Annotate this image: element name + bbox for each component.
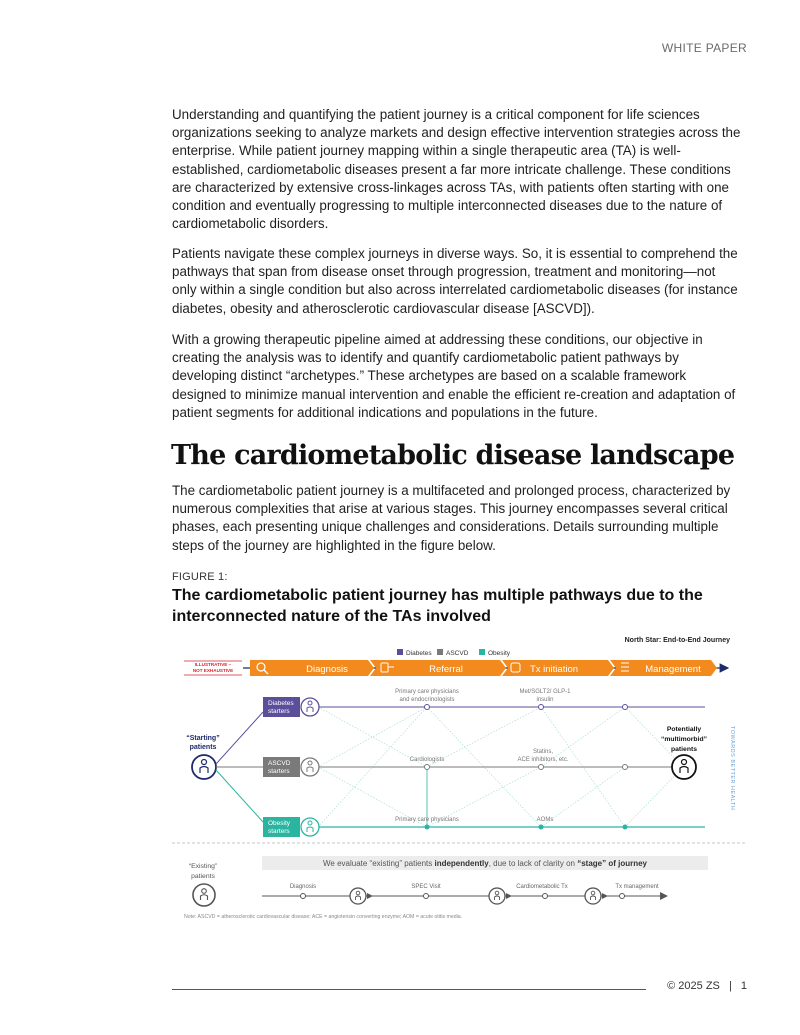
legend xyxy=(397,649,511,657)
existing-patients-label: “Existing” xyxy=(188,863,218,870)
svg-text:Referral: Referral xyxy=(429,664,463,675)
svg-text:NOT EXHAUSTIVE: NOT EXHAUSTIVE xyxy=(192,668,234,673)
svg-text:SPEC Visit: SPEC Visit xyxy=(411,884,441,890)
figure-title: The cardiometabolic patient journey has multiple pathways due to the interconnected nature of the TAs involved xyxy=(172,587,703,625)
legend-swatch-ascvd xyxy=(437,649,443,655)
legend-obesity: Obesity xyxy=(488,650,511,657)
starting-patient-icon xyxy=(192,755,216,779)
figure-note: Note: ASCVD = atherosclerotic cardiovascular disease; ACE = angiotensin converting enzyme; AOM = acute otitis media. xyxy=(184,914,463,920)
legend-ascvd: ASCVD xyxy=(446,650,469,657)
starting-patients-label-2: patients xyxy=(189,744,217,751)
svg-text:“multimorbid”: “multimorbid” xyxy=(660,736,708,743)
svg-text:Met/SGLT2/ GLP-1: Met/SGLT2/ GLP-1 xyxy=(519,689,571,695)
intro-paragraph-2: Patients navigate these complex journeys in diverse ways. So, it is essential to comprehend the pathways that span from disease onset through progression, treatment and monitoring—not only within a single condition but also across interrelated cardiometabolic diseases (for instance diabetes, obesity and atherosclerotic cardiovascular disease [ASCVD]). xyxy=(172,246,738,316)
starting-patients-label: “Starting” xyxy=(186,735,220,742)
svg-text:AOMs: AOMs xyxy=(536,817,554,823)
evaluate-banner-text: We evaluate “existing” patients independently, due to lack of clarity on “stage” of journey xyxy=(323,859,647,868)
footer-rule xyxy=(172,989,646,990)
existing-patients-label-2: patients xyxy=(191,873,215,880)
svg-text:starters: starters xyxy=(268,828,290,835)
legend-diabetes: Diabetes xyxy=(406,650,432,657)
svg-text:Diagnosis: Diagnosis xyxy=(289,884,317,890)
svg-text:Diagnosis: Diagnosis xyxy=(306,664,348,675)
obesity-starters xyxy=(263,817,319,837)
intro-paragraph-1: Understanding and quantifying the patient journey is a critical component for life sciences organizations seeking to analyze markets and design effective intervention strategies across the enterprise. While patient journey mapping within a single therapeutic area (TA) is well-established, cardiometabolic diseases present a far more intricate challenge. These conditions are characterized by extensive cross-linkages across TAs, with patients often starting with one condition and eventually progressing to multiple interconnected diseases due to the nature of cardiometabolic disorders. xyxy=(172,107,741,232)
svg-text:ACE inhibitors, etc.: ACE inhibitors, etc. xyxy=(517,757,569,763)
svg-text:Primary care physicians: Primary care physicians xyxy=(395,689,459,695)
north-star-label: North Star: End-to-End Journey xyxy=(624,637,730,644)
svg-text:ASCVD: ASCVD xyxy=(268,760,291,767)
intro-paragraph-3: With a growing therapeutic pipeline aimed at addressing these conditions, our objective in creating the analysis was to identify and quantify cardiometabolic patient pathways by developing distinct “archetypes.” These archetypes are based on a scalable framework designed to minimize manual intervention and enable the efficient re-creation and adaptation of patient segments for additional indications and populations in the future. xyxy=(172,332,736,420)
svg-text:patients: patients xyxy=(670,746,698,753)
stage-referral xyxy=(370,660,506,676)
svg-text:insulin: insulin xyxy=(536,697,554,703)
existing-step-labels xyxy=(290,884,659,890)
towards-health-label: TOWARDS BETTER HEALTH xyxy=(729,726,735,811)
svg-text:and endocrinologists: and endocrinologists xyxy=(399,697,455,703)
copyright: © 2025 ZS xyxy=(667,980,720,992)
svg-text:starters: starters xyxy=(268,768,290,775)
legend-swatch-obesity xyxy=(479,649,485,655)
svg-text:Management: Management xyxy=(645,664,701,675)
existing-patient-icon xyxy=(193,884,215,906)
section-paragraph: The cardiometabolic patient journey is a multifaceted and prolonged process, characterized by numerous complexities that arise at various stages. This journey encompasses several critical phases, each presenting unique challenges and considerations. Details surrounding multiple steps of the journey are highlighted in the figure below. xyxy=(172,483,731,553)
diabetes-starters xyxy=(263,697,319,717)
svg-text:Potentially: Potentially xyxy=(666,726,702,733)
svg-text:Cardiometabolic Tx: Cardiometabolic Tx xyxy=(516,884,568,890)
legend-swatch-diabetes xyxy=(397,649,403,655)
svg-text:Cardiologists: Cardiologists xyxy=(409,757,445,763)
ascvd-starters xyxy=(263,757,319,777)
svg-text:Obesity: Obesity xyxy=(268,820,291,827)
svg-text:ILLUSTRATIVE –: ILLUSTRATIVE – xyxy=(194,662,232,667)
figure-label: FIGURE 1: xyxy=(172,571,228,583)
svg-text:Diabetes: Diabetes xyxy=(268,700,294,707)
footer-separator: | xyxy=(728,980,732,992)
footer xyxy=(667,980,747,992)
svg-text:Tx management: Tx management xyxy=(615,884,659,890)
svg-text:starters: starters xyxy=(268,708,290,715)
node-labels xyxy=(395,689,571,823)
stage-management xyxy=(610,660,717,676)
svg-text:Tx initiation: Tx initiation xyxy=(529,664,579,675)
stage-tx-initiation xyxy=(502,660,614,676)
page-number: 1 xyxy=(740,980,747,992)
illustrative-stamp xyxy=(184,661,242,675)
stage-diagnosis xyxy=(250,660,374,676)
header-label: WHITE PAPER xyxy=(661,41,747,55)
section-heading: The cardiometabolic disease landscape xyxy=(171,440,735,471)
svg-text:Statins,: Statins, xyxy=(532,749,554,755)
multimorbid-patients xyxy=(661,726,707,779)
svg-text:Primary care physicians: Primary care physicians xyxy=(395,817,459,823)
